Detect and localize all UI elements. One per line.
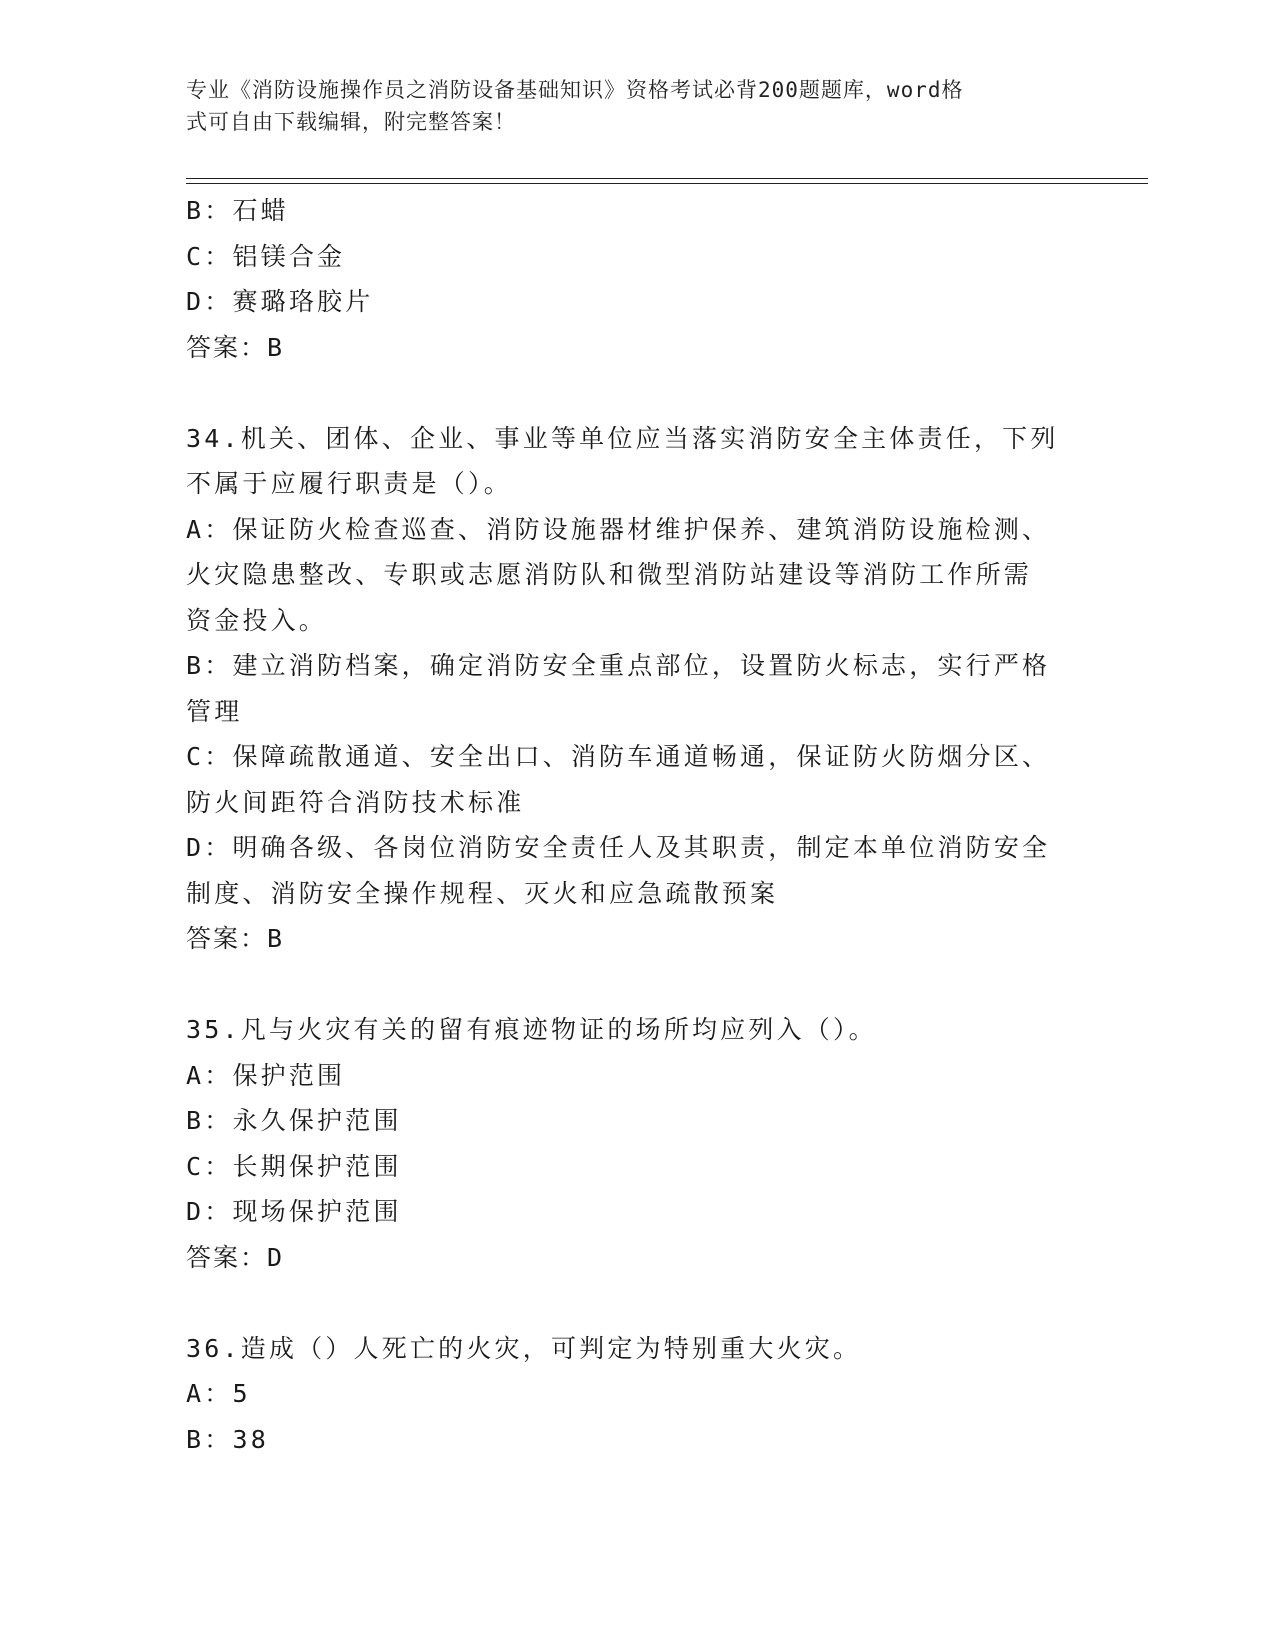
spacer bbox=[186, 370, 1086, 416]
spacer bbox=[186, 1280, 1086, 1326]
question-36 bbox=[186, 1326, 1086, 1463]
option-d: D：明确各级、各岗位消防安全责任人及其职责，制定本单位消防安全 bbox=[186, 833, 1051, 862]
option-d-continued: 制度、消防安全操作规程、灭火和应急疏散预案 bbox=[186, 878, 779, 908]
answer-line: 答案：B bbox=[186, 924, 285, 953]
answer-line: 答案：D bbox=[186, 1242, 285, 1272]
document-header bbox=[186, 74, 1066, 138]
option-c: C：保障疏散通道、安全出口、消防车通道畅通，保证防火防烟分区、 bbox=[186, 742, 1051, 771]
question-stem: 34.机关、团体、企业、事业等单位应当落实消防安全主体责任，下列 bbox=[186, 423, 1059, 453]
header-divider-top bbox=[186, 178, 1148, 179]
option-d: D：现场保护范围 bbox=[186, 1197, 402, 1226]
option-b: B：38 bbox=[186, 1424, 269, 1454]
question-stem: 35.凡与火灾有关的留有痕迹物证的场所均应列入（）。 bbox=[186, 1015, 877, 1044]
option-a-continued: 火灾隐患整改、专职或志愿消防队和微型消防站建设等消防工作所需 bbox=[186, 560, 1033, 589]
answer-line: 答案：B bbox=[186, 332, 285, 362]
header-line-1: 专业《消防设施操作员之消防设备基础知识》资格考试必背200题题库，word格 bbox=[186, 78, 964, 102]
option-d: D：赛璐珞胶片 bbox=[186, 287, 374, 316]
question-34 bbox=[186, 416, 1086, 962]
option-b: B：石蜡 bbox=[186, 196, 289, 225]
option-c-continued: 防火间距符合消防技术标准 bbox=[186, 787, 525, 817]
question-stem: 36.造成（）人死亡的火灾，可判定为特别重大火灾。 bbox=[186, 1333, 862, 1363]
option-b-continued: 管理 bbox=[186, 696, 243, 726]
option-a-continued: 资金投入。 bbox=[186, 605, 328, 635]
question-33-tail bbox=[186, 188, 1086, 370]
question-stem-continued: 不属于应履行职责是（）。 bbox=[186, 469, 512, 498]
option-a: A：5 bbox=[186, 1379, 251, 1408]
option-b: B：永久保护范围 bbox=[186, 1106, 402, 1135]
option-a: A：保证防火检查巡查、消防设施器材维护保养、建筑消防设施检测、 bbox=[186, 514, 1051, 544]
question-35 bbox=[186, 1007, 1086, 1280]
header-divider-bottom bbox=[186, 183, 1148, 184]
option-b: B：建立消防档案，确定消防安全重点部位，设置防火标志，实行严格 bbox=[186, 651, 1051, 680]
option-a: A：保护范围 bbox=[186, 1060, 346, 1090]
option-c: C：铝镁合金 bbox=[186, 241, 346, 271]
spacer bbox=[186, 962, 1086, 1008]
option-c: C：长期保护范围 bbox=[186, 1151, 402, 1181]
header-line-2: 式可自由下载编辑，附完整答案！ bbox=[186, 110, 516, 134]
question-content bbox=[186, 188, 1086, 1462]
